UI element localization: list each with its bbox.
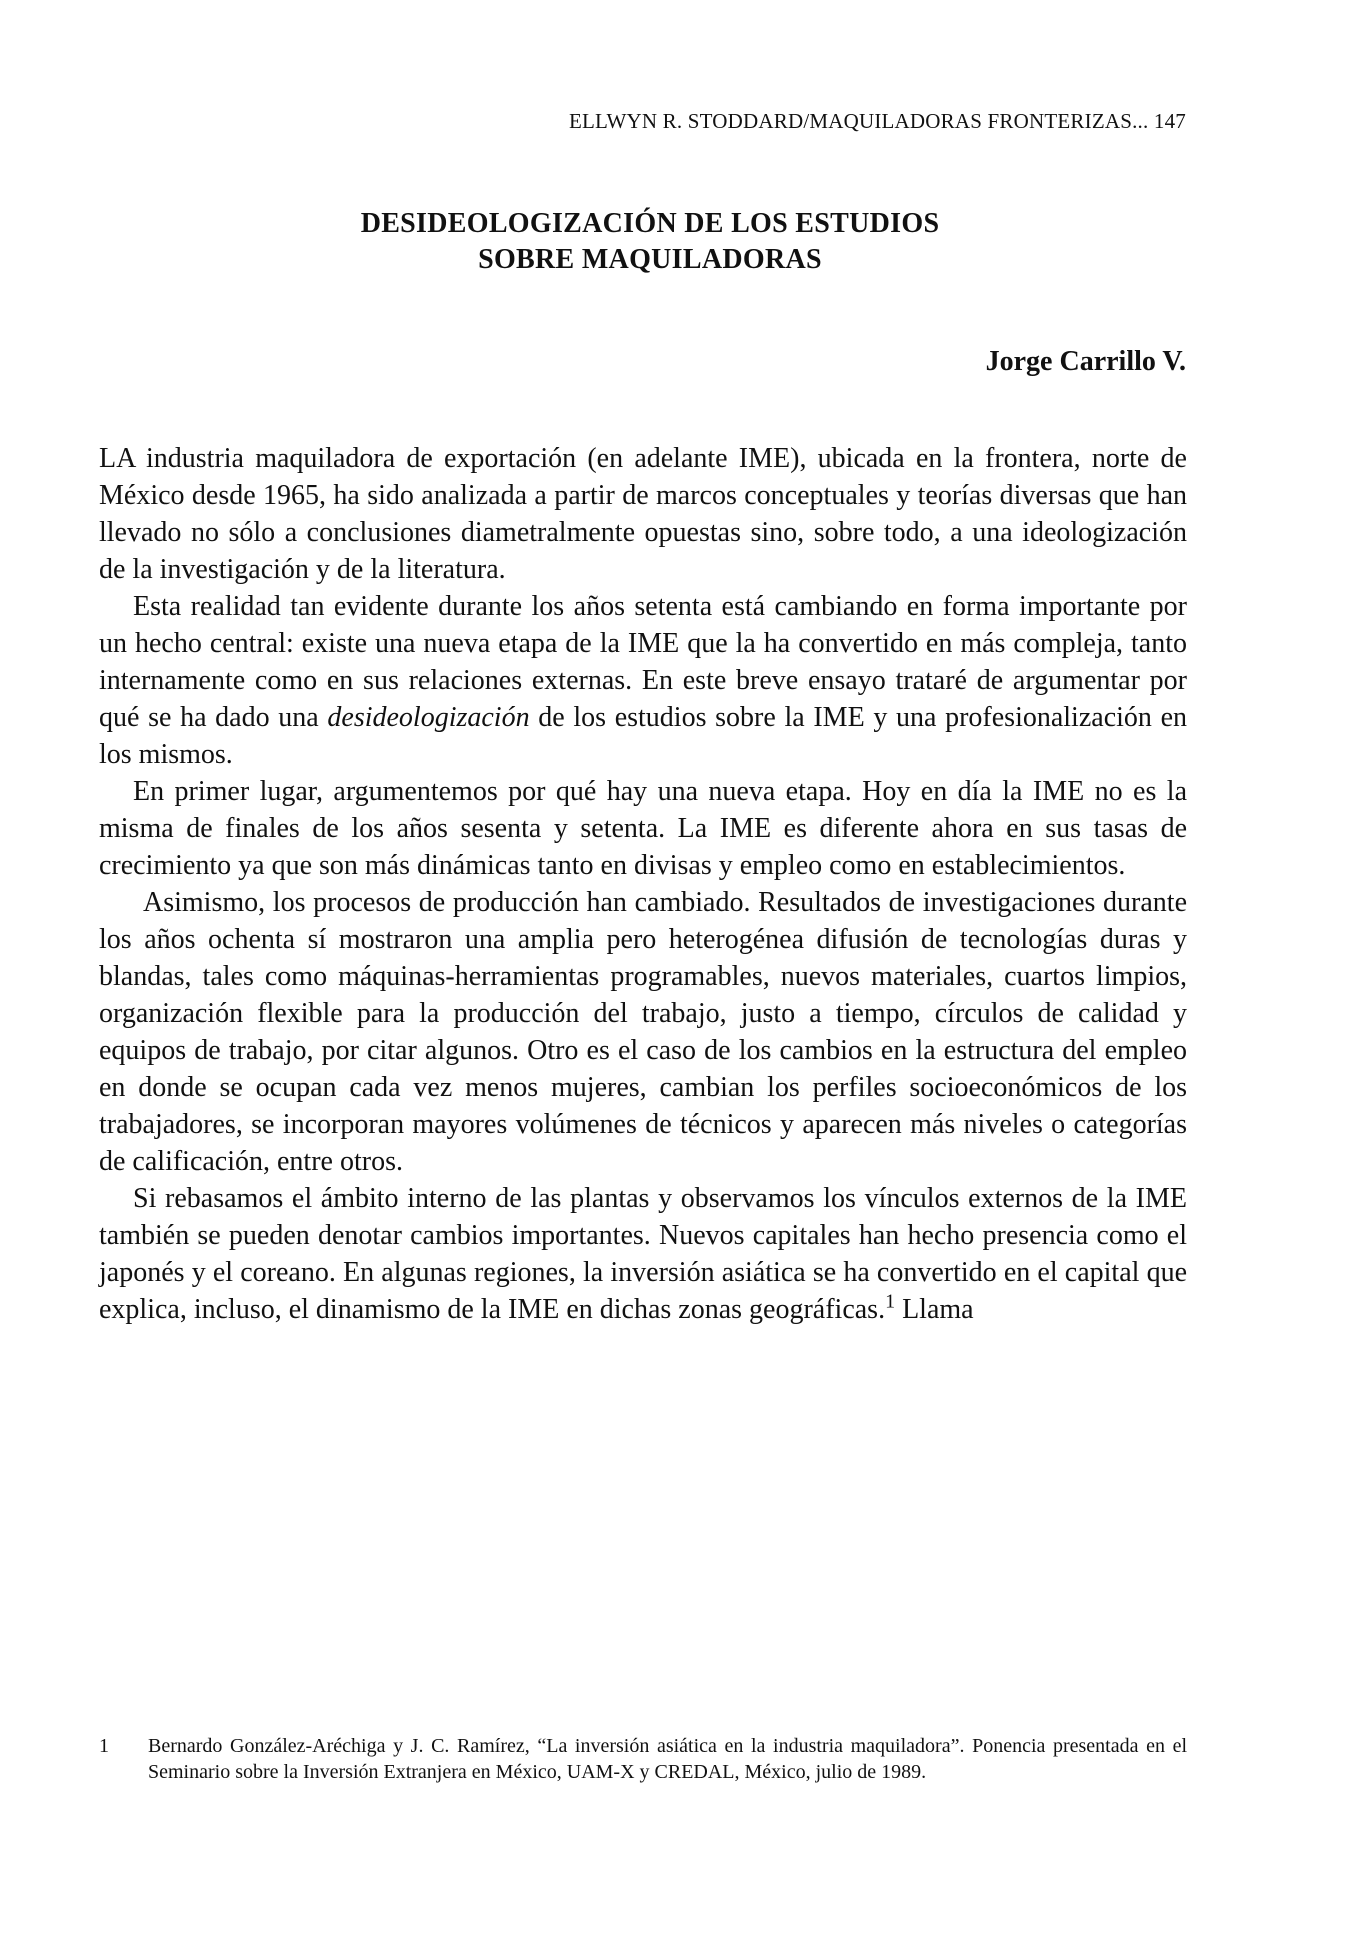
paragraph-2-text-b: de los estudios sobre la IME y una profesionalización en los mismos.: [99, 702, 1187, 770]
paragraph-5: [99, 1180, 1187, 1328]
paragraph-4: Asimismo, los procesos de producción han cambiado. Resultados de investigaciones durante los años ochenta sí mostraron una amplia pero heterogénea difusión de tecnologías duras y blandas, tales como máquinas-herramientas programables, nuevos materiales, cuartos limpios, organización flexible para la producción del trabajo, justo a tiempo, círculos de calidad y equipos de trabajo, por citar algunos. Otro es el caso de los cambios en la estructura del empleo en donde se ocupan cada vez menos mujeres, cambian los perfiles socioeconómicos de los trabajadores, se incorporan mayores volúmenes de técnicos y aparecen más niveles o categorías de calificación, entre otros.: [99, 887, 1187, 1177]
paragraph-3: En primer lugar, argumentemos por qué hay una nueva etapa. Hoy en día la IME no es la misma de finales de los años sesenta y setenta. La IME es diferente ahora en sus tasas de crecimiento ya que son más dinámicas tanto en divisas y empleo como en establecimientos.: [99, 776, 1187, 881]
running-header: ELLWYN R. STODDARD/MAQUILADORAS FRONTERIZAS... 147: [568, 109, 1186, 133]
article-title-line-2: SOBRE MAQUILADORAS: [478, 244, 822, 275]
footnote: [99, 1733, 1187, 1785]
paragraph-5-text-b: Llama: [895, 1294, 974, 1325]
footnote-number: 1: [99, 1735, 109, 1757]
emphasized-term: desideologización: [327, 702, 530, 733]
article-body: [99, 440, 1187, 1328]
article-title-line-1: DESIDEOLOGIZACIÓN DE LOS ESTUDIOS: [360, 208, 940, 239]
paragraph-2-text-a: Esta realidad tan evidente durante los años setenta está cambiando en forma importante por un hecho central: existe una nueva etapa de la IME que la ha convertido en más compleja, tanto internamente como en sus relaciones externas. En este breve ensayo trataré de argumentar por qué se ha dado una: [99, 591, 1187, 733]
paragraph-5-text-a: Si rebasamos el ámbito interno de las plantas y observamos los vínculos externos de la IME también se pueden denotar cambios importantes. Nuevos capitales han hecho presencia como el japonés y el coreano. En algunas regiones, la inversión asiática se ha convertido en el capital que explica, incluso, el dinamismo de la IME en dichas zonas geográficas.: [99, 1183, 1187, 1325]
author-name: Jorge Carrillo V.: [985, 346, 1186, 377]
paragraph-2: [99, 588, 1187, 773]
footnote-reference[interactable]: 1: [885, 1290, 896, 1313]
article-title: [0, 206, 1300, 278]
paragraph-1: LA industria maquiladora de exportación (en adelante IME), ubicada en la frontera, norte de México desde 1965, ha sido analizada a partir de marcos conceptuales y teorías diversas que han llevado no sólo a conclusiones diametralmente opuestas sino, sobre todo, a una ideologización de la investigación y de la literatura.: [99, 443, 1187, 585]
footnote-text: Bernardo González-Aréchiga y J. C. Ramírez, “La inversión asiática en la industria maquiladora”. Ponencia presentada en el Seminario sobre la Inversión Extranjera en México, UAM-X y CREDAL, México, julio de 1989.: [148, 1735, 1187, 1783]
